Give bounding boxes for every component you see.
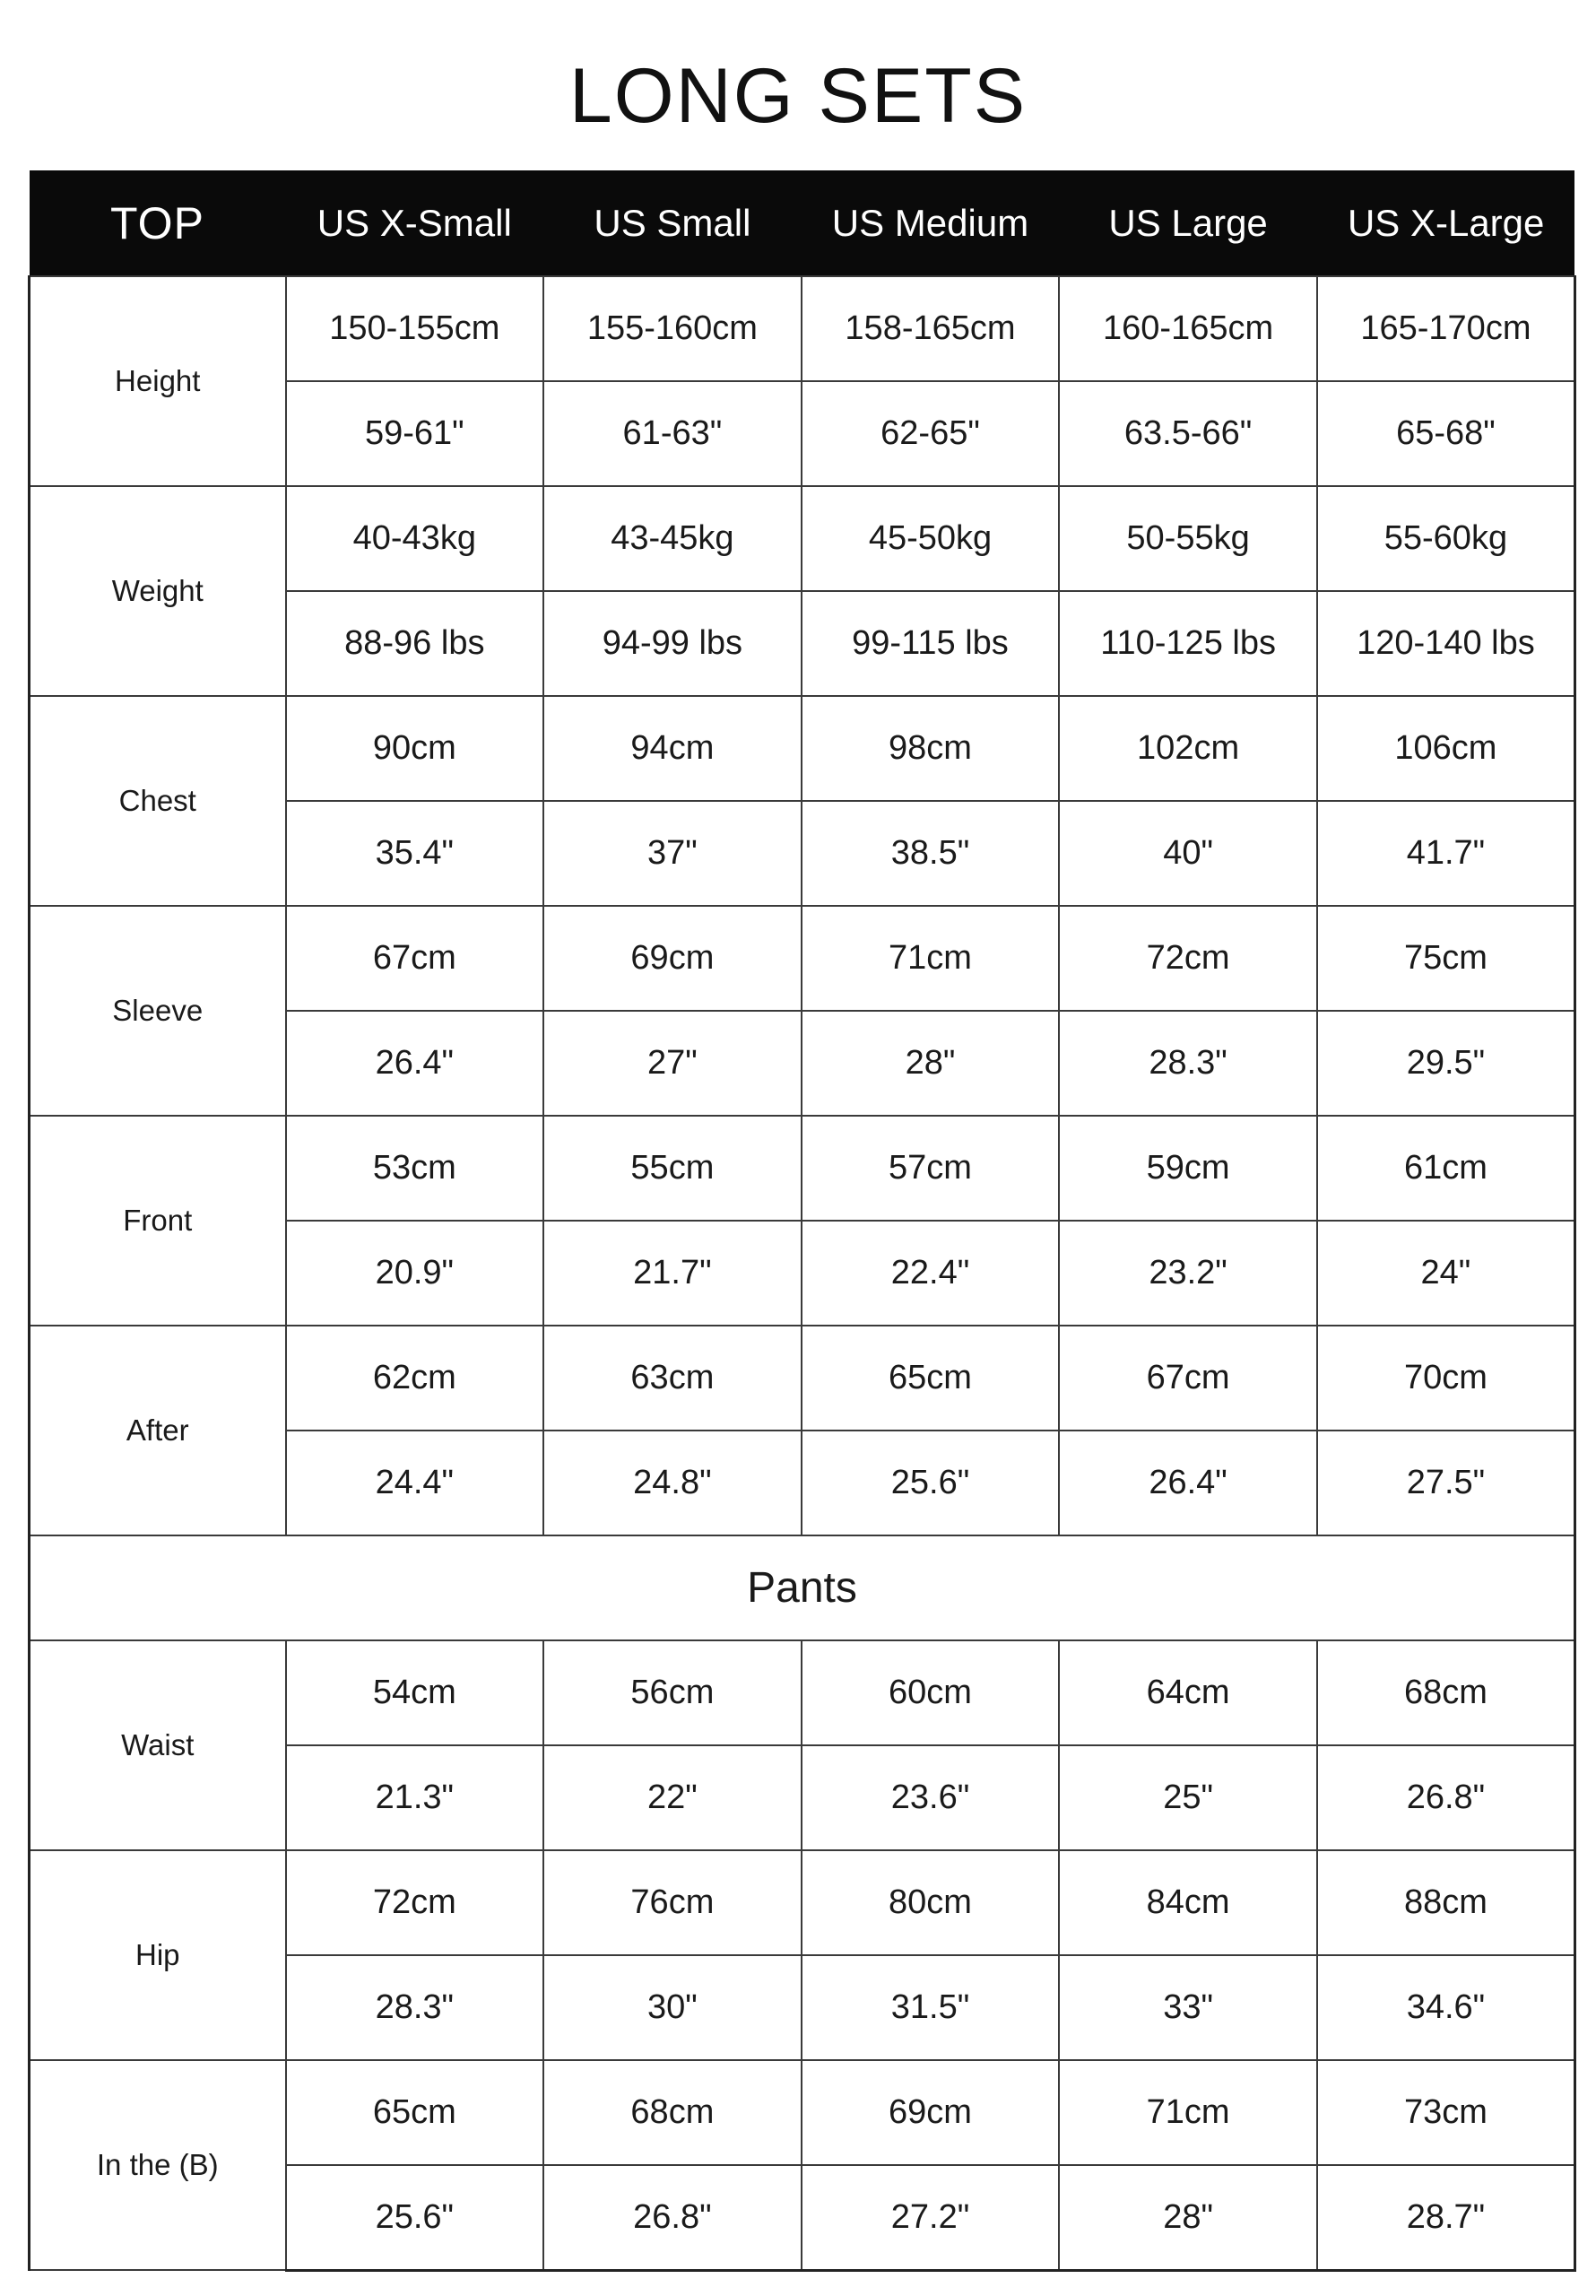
chest-imperial-cell: 35.4": [286, 801, 544, 906]
after-imperial-cell: 24.8": [543, 1431, 802, 1535]
waist-metric-cell: 60cm: [802, 1640, 1060, 1745]
waist-metric-cell: 68cm: [1317, 1640, 1575, 1745]
table-row: [30, 696, 1575, 801]
row-label-waist: Waist: [30, 1640, 286, 1850]
in-the-b-metric-cell: 65cm: [286, 2060, 544, 2165]
header-size-l: US Large: [1108, 201, 1268, 244]
page-title: LONG SETS: [568, 53, 1028, 139]
table-row: [30, 1116, 1575, 1221]
height-imperial-cell: 61-63": [543, 381, 802, 486]
hip-imperial-cell: 34.6": [1317, 1955, 1575, 2060]
weight-metric-cell: 45-50kg: [802, 486, 1060, 591]
sleeve-imperial-cell: 28": [802, 1011, 1060, 1116]
pants-section-heading: Pants: [30, 1535, 1575, 1640]
in-the-b-metric-cell: 69cm: [802, 2060, 1060, 2165]
chest-metric-cell: 106cm: [1317, 696, 1575, 801]
after-metric-cell: 62cm: [286, 1326, 544, 1431]
after-metric-cell: 70cm: [1317, 1326, 1575, 1431]
table-row: [30, 1640, 1575, 1745]
front-metric-cell: 55cm: [543, 1116, 802, 1221]
hip-metric-cell: 84cm: [1059, 1850, 1317, 1955]
sleeve-metric-cell: 67cm: [286, 906, 544, 1011]
height-metric-cell: 155-160cm: [543, 276, 802, 381]
hip-imperial-cell: 30": [543, 1955, 802, 2060]
row-label-in-the-b: In the (B): [30, 2060, 286, 2270]
row-label-height: Height: [30, 276, 286, 486]
section-row: [30, 1535, 1575, 1640]
front-imperial-cell: 21.7": [543, 1221, 802, 1326]
chest-metric-cell: 90cm: [286, 696, 544, 801]
after-metric-cell: 63cm: [543, 1326, 802, 1431]
sleeve-imperial-cell: 27": [543, 1011, 802, 1116]
height-imperial-cell: 63.5-66": [1059, 381, 1317, 486]
weight-imperial-cell: 94-99 lbs: [543, 591, 802, 696]
weight-metric-cell: 43-45kg: [543, 486, 802, 591]
table-row: [30, 2060, 1575, 2165]
after-metric-cell: 67cm: [1059, 1326, 1317, 1431]
after-metric-cell: 65cm: [802, 1326, 1060, 1431]
height-metric-cell: 158-165cm: [802, 276, 1060, 381]
chest-imperial-cell: 41.7": [1317, 801, 1575, 906]
header-top-label: TOP: [110, 197, 204, 248]
row-label-chest: Chest: [30, 696, 286, 906]
chest-imperial-cell: 38.5": [802, 801, 1060, 906]
sleeve-imperial-cell: 26.4": [286, 1011, 544, 1116]
front-imperial-cell: 23.2": [1059, 1221, 1317, 1326]
waist-imperial-cell: 21.3": [286, 1745, 544, 1850]
in-the-b-metric-cell: 73cm: [1317, 2060, 1575, 2165]
table-row: [30, 906, 1575, 1011]
waist-metric-cell: 56cm: [543, 1640, 802, 1745]
in-the-b-imperial-cell: 26.8": [543, 2165, 802, 2270]
size-chart-table: [28, 170, 1576, 2272]
after-imperial-cell: 27.5": [1317, 1431, 1575, 1535]
in-the-b-imperial-cell: 28": [1059, 2165, 1317, 2270]
in-the-b-imperial-cell: 28.7": [1317, 2165, 1575, 2270]
height-metric-cell: 165-170cm: [1317, 276, 1575, 381]
weight-imperial-cell: 110-125 lbs: [1059, 591, 1317, 696]
waist-metric-cell: 64cm: [1059, 1640, 1317, 1745]
front-imperial-cell: 22.4": [802, 1221, 1060, 1326]
front-imperial-cell: 24": [1317, 1221, 1575, 1326]
chest-imperial-cell: 40": [1059, 801, 1317, 906]
hip-imperial-cell: 33": [1059, 1955, 1317, 2060]
table-row: [30, 1326, 1575, 1431]
hip-imperial-cell: 31.5": [802, 1955, 1060, 2060]
after-imperial-cell: 25.6": [802, 1431, 1060, 1535]
front-metric-cell: 61cm: [1317, 1116, 1575, 1221]
hip-metric-cell: 72cm: [286, 1850, 544, 1955]
row-label-weight: Weight: [30, 486, 286, 696]
sleeve-metric-cell: 72cm: [1059, 906, 1317, 1011]
height-metric-cell: 160-165cm: [1059, 276, 1317, 381]
in-the-b-imperial-cell: 25.6": [286, 2165, 544, 2270]
hip-metric-cell: 80cm: [802, 1850, 1060, 1955]
waist-metric-cell: 54cm: [286, 1640, 544, 1745]
chest-metric-cell: 102cm: [1059, 696, 1317, 801]
height-imperial-cell: 59-61": [286, 381, 544, 486]
row-label-front: Front: [30, 1116, 286, 1326]
header-size-s: US Small: [594, 201, 751, 244]
waist-imperial-cell: 25": [1059, 1745, 1317, 1850]
row-label-sleeve: Sleeve: [30, 906, 286, 1116]
sleeve-metric-cell: 71cm: [802, 906, 1060, 1011]
front-metric-cell: 57cm: [802, 1116, 1060, 1221]
row-label-hip: Hip: [30, 1850, 286, 2060]
table-row: [30, 1850, 1575, 1955]
weight-metric-cell: 55-60kg: [1317, 486, 1575, 591]
header-size-xs: US X-Small: [317, 201, 512, 244]
in-the-b-imperial-cell: 27.2": [802, 2165, 1060, 2270]
weight-imperial-cell: 120-140 lbs: [1317, 591, 1575, 696]
waist-imperial-cell: 23.6": [802, 1745, 1060, 1850]
hip-imperial-cell: 28.3": [286, 1955, 544, 2060]
chest-metric-cell: 94cm: [543, 696, 802, 801]
in-the-b-metric-cell: 68cm: [543, 2060, 802, 2165]
header-size-xl: US X-Large: [1347, 201, 1545, 244]
weight-metric-cell: 50-55kg: [1059, 486, 1317, 591]
hip-metric-cell: 76cm: [543, 1850, 802, 1955]
sleeve-metric-cell: 75cm: [1317, 906, 1575, 1011]
after-imperial-cell: 26.4": [1059, 1431, 1317, 1535]
weight-imperial-cell: 99-115 lbs: [802, 591, 1060, 696]
waist-imperial-cell: 22": [543, 1745, 802, 1850]
hip-metric-cell: 88cm: [1317, 1850, 1575, 1955]
chest-metric-cell: 98cm: [802, 696, 1060, 801]
height-imperial-cell: 62-65": [802, 381, 1060, 486]
sleeve-metric-cell: 69cm: [543, 906, 802, 1011]
after-imperial-cell: 24.4": [286, 1431, 544, 1535]
chest-imperial-cell: 37": [543, 801, 802, 906]
waist-imperial-cell: 26.8": [1317, 1745, 1575, 1850]
table-row: [30, 486, 1575, 591]
front-imperial-cell: 20.9": [286, 1221, 544, 1326]
table-row: [30, 276, 1575, 381]
sleeve-imperial-cell: 28.3": [1059, 1011, 1317, 1116]
table-body: [30, 276, 1575, 2270]
row-label-after: After: [30, 1326, 286, 1535]
in-the-b-metric-cell: 71cm: [1059, 2060, 1317, 2165]
height-metric-cell: 150-155cm: [286, 276, 544, 381]
front-metric-cell: 53cm: [286, 1116, 544, 1221]
weight-imperial-cell: 88-96 lbs: [286, 591, 544, 696]
front-metric-cell: 59cm: [1059, 1116, 1317, 1221]
header-size-m: US Medium: [831, 201, 1029, 244]
sleeve-imperial-cell: 29.5": [1317, 1011, 1575, 1116]
height-imperial-cell: 65-68": [1317, 381, 1575, 486]
weight-metric-cell: 40-43kg: [286, 486, 544, 591]
table-header-row: [30, 170, 1575, 276]
